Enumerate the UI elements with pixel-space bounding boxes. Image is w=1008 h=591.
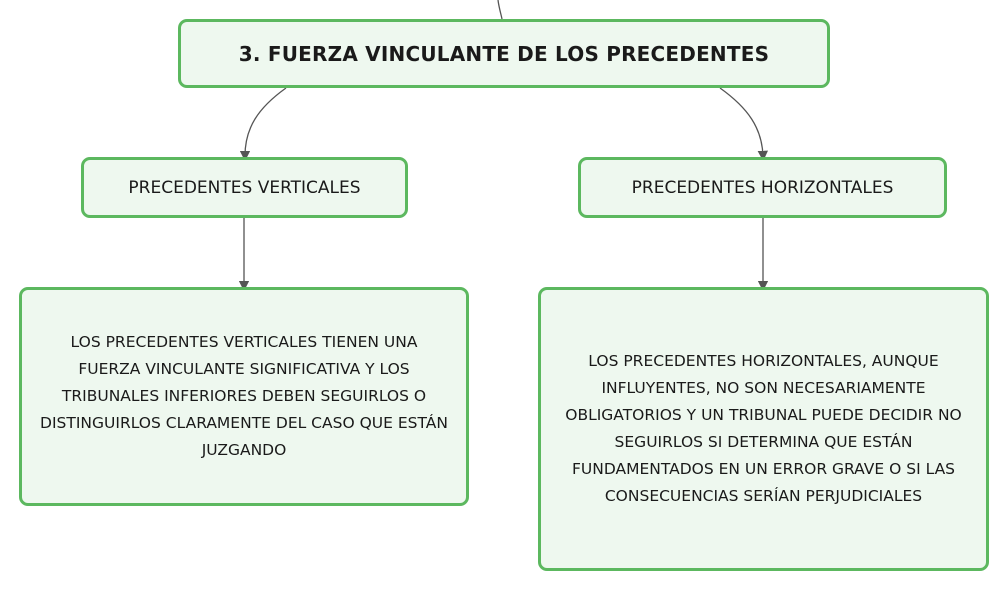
main-topic-node[interactable] (178, 19, 830, 88)
description-node-verticales[interactable] (19, 287, 469, 506)
connector-from-parent (498, 0, 502, 19)
main-topic-label: 3. FUERZA VINCULANTE DE LOS PRECEDENTES (238, 41, 770, 66)
subtopic-node-horizontales[interactable] (578, 157, 947, 218)
description-text-horizontales: LOS PRECEDENTES HORIZONTALES, AUNQUE INFLUYENTES, NO SON NECESARIAMENTE OBLIGATORIOS Y UN TRIBUNAL PUEDE DECIDIR NO SEGUIRLOS SI DETERMINA QUE ESTÁN FUNDAMENTADOS EN UN ERROR GRAVE O SI LAS CONSECUENCIAS SERÍAN PERJUDICIALES (565, 352, 962, 505)
connector-title-to-verticales (245, 88, 286, 156)
subtopic-node-verticales[interactable] (81, 157, 408, 218)
subtopic-label-horizontales: PRECEDENTES HORIZONTALES (631, 177, 894, 198)
subtopic-label-verticales: PRECEDENTES VERTICALES (128, 177, 361, 198)
description-node-horizontales[interactable] (538, 287, 989, 571)
description-text-verticales: LOS PRECEDENTES VERTICALES TIENEN UNA FUERZA VINCULANTE SIGNIFICATIVA Y LOS TRIBUNALES INFERIORES DEBEN SEGUIRLOS O DISTINGUIRLOS CLARAMENTE DEL CASO QUE ESTÁN JUZGANDO (40, 333, 448, 459)
connector-title-to-horizontales (720, 88, 763, 156)
